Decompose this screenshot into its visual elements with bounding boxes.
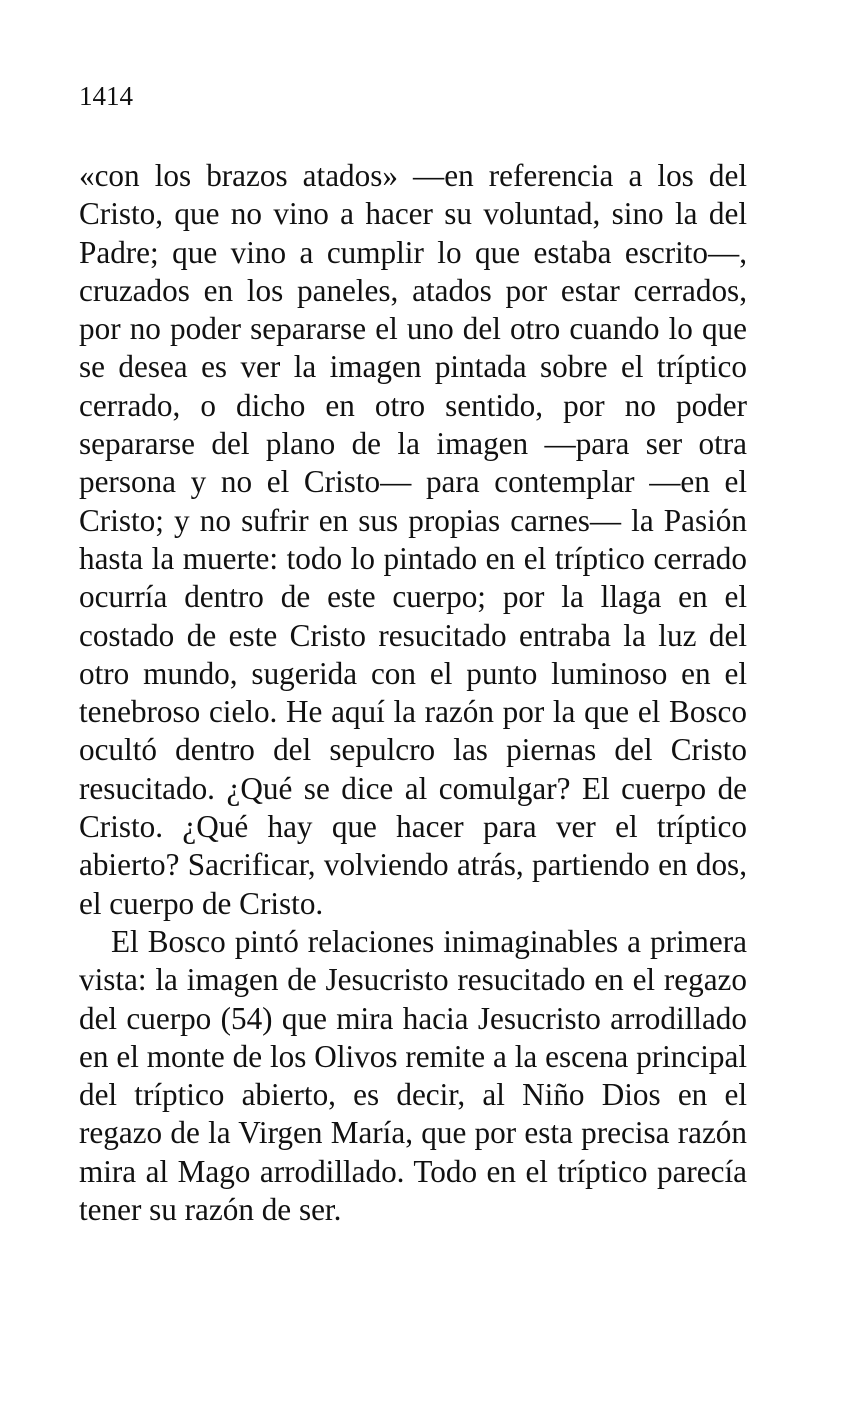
page-number: 1414 (79, 81, 133, 111)
body-text (79, 157, 747, 1229)
paragraph-2: El Bosco pintó relaciones inimaginables a primera vista: la imagen de Jesucristo resucitado en el regazo del cuerpo (54) que mira hacia Jesucristo arrodillado en el monte de los Olivos remite a la escena principal del tríptico abierto, es decir, al Niño Dios en el regazo de la Virgen María, que por esta precisa razón mira al Mago arrodillado. Todo en el tríptico parecía tener su razón de ser. (79, 923, 747, 1228)
paragraph-1: «con los brazos atados» —en referencia a los del Cristo, que no vino a hacer su voluntad, sino la del Padre; que vino a cumplir lo que estaba escrito—, cruzados en los paneles, atados por estar cerrados, por no poder separarse el uno del otro cuando lo que se desea es ver la imagen pintada sobre el tríptico cerrado, o dicho en otro sentido, por no poder separarse del plano de la imagen —para ser otra persona y no el Cristo— para contemplar —en el Cristo; y no sufrir en sus propias carnes— la Pasión hasta la muerte: todo lo pintado en el tríptico cerrado ocurría dentro de este cuerpo; por la llaga en el costado de este Cristo resucitado entraba la luz del otro mundo, sugerida con el punto luminoso en el tenebroso cielo. He aquí la razón por la que el Bosco ocultó dentro del sepulcro las piernas del Cristo resucitado. ¿Qué se dice al comulgar? El cuerpo de Cristo. ¿Qué hay que hacer para ver el tríptico abierto? Sacrificar, volviendo atrás, partiendo en dos, el cuerpo de Cristo. (79, 158, 747, 921)
